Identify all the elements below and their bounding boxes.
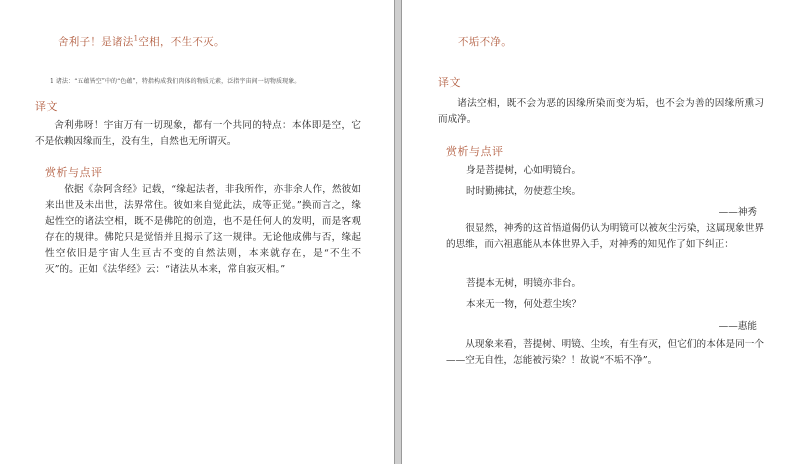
left-page [0,0,394,464]
translation-heading: 译文 [35,100,58,113]
verse-author: ——惠能 [718,321,757,332]
footnote-marker: 1 [133,34,139,43]
verse-line: 时时勤拂拭，勿使惹尘埃。 [466,186,582,197]
right-page [402,0,798,464]
sutra-verse-rest: 空相，不生不灭。 [138,36,225,48]
footnote: 1 诸法：“五蕴皆空”中的“色蕴”，特指构成我们肉体的物质元素，泛指宇宙间一切物质现象。 [50,78,301,85]
verse-line: 菩提本无树，明镜亦非台。 [466,278,582,289]
sutra-verse-text: 舍利子！是诸法 [58,36,134,48]
commentary-paragraph: 很显然，神秀的这首悟道偈仍认为明镜可以被灰尘污染，这属现象世界的思维，而六祖惠能从本体世界入手，对神秀的知见作了如下纠正： [446,223,764,250]
page-divider [394,0,402,464]
verse-line: 本来无一物，何处惹尘埃？ [466,299,582,310]
commentary-paragraph: 依据《杂阿含经》记载，“缘起法者，非我所作，亦非余人作，然彼如来出世及未出世，法界常住。彼如来自觉此法，成等正觉。”换而言之，缘起性空的诸法空相，既不是佛陀的创造，也不是任何人的发明，而是客观存在的规律。佛陀只是觉悟并且揭示了这一规律。无论他成佛与否，缘起性空依旧是宇宙人生亘古不变的自然法则，本来就存在，是“不生不灭”的。正如《法华经》云：“诸法从本来，常自寂灭相。” [45,184,361,275]
translation-paragraph: 诸法空相，既不会为恶的因缘所染而变为垢，也不会为善的因缘所熏习而成净。 [438,98,764,125]
commentary-heading: 赏析与点评 [45,166,103,179]
sutra-verse [58,34,225,49]
translation-heading: 译文 [438,76,461,89]
commentary-heading: 赏析与点评 [446,145,504,158]
translation-paragraph: 舍利弗呀！宇宙万有一切现象，都有一个共同的特点：本体即是空，它不是依赖因缘而生，没有生，自然也无所谓灭。 [35,120,361,147]
verse-line: 身是菩提树，心如明镜台。 [466,165,582,176]
verse-author: ——神秀 [718,207,757,218]
commentary-paragraph: 从现象来看，菩提树、明镜、尘埃，有生有灭，但它们的本体是同一个——空无自性，怎能被污染？！故说“不垢不净”。 [446,339,764,366]
sutra-verse: 不垢不净。 [458,36,512,48]
